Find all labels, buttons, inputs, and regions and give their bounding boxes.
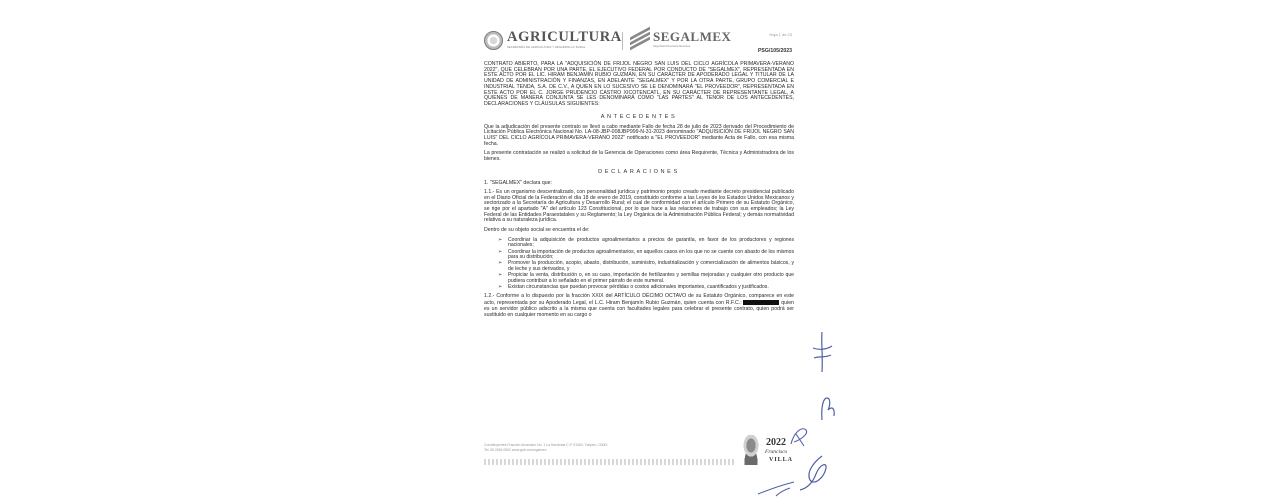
agricultura-subtitle: SECRETARÍA DE AGRICULTURA Y DESARROLLO RURAL bbox=[507, 46, 586, 49]
antecedentes-paragraph-2: La presente contratación se realizó a solicitud de la Gerencia de Operaciones como área Requirente, Técnica y Administradora de los bienes. bbox=[484, 150, 794, 163]
footer-address bbox=[484, 443, 664, 453]
segalmex-subtitle: Seguridad Alimentaria Mexicana bbox=[653, 45, 691, 48]
footer-contact-line: Tel: 55 2654 0800 www.gob.mx/segalmex bbox=[484, 448, 547, 452]
antecedentes-paragraph-1: Que la adjudicación del presente contrato se llevó a cabo mediante Fallo de fecha 28 de julio de 2023 derivado del Procedimiento de Licitación Pública Electrónica Nacional No. LA-08-JBP-008JBP999-N-31-2023 denominado "ADQUISICIÓN DE FRIJOL NEGRO SAN LUIS" DEL CICLO AGRÍCOLA PRIMAVERA-VERANO 2022" notificado a "EL PROVEEDOR" mediante Acta de Fallo, con esa misma fecha. bbox=[484, 123, 794, 147]
declaration-1-2-part-b: quien es un servidor público adscrito a la misma que cuenta con facultades legales para celebrar el presente contrato, quien podrá ser sustituido en cualquier momento en su cargo o bbox=[484, 300, 794, 318]
page-number: Hoja 1 de 23 bbox=[769, 32, 792, 37]
signature-initial-1 bbox=[810, 330, 834, 374]
signature-initial-3 bbox=[788, 424, 810, 448]
objeto-social-intro: Dentro de su objeto social se encuentra el de: bbox=[484, 227, 590, 234]
list-item: ➢ Promover la producción, acopio, abasto, distribución, suministro, industrialización y comercialización de alimentos básicos, y de leche y sus derivados, y bbox=[498, 261, 794, 272]
page-footer bbox=[484, 437, 796, 501]
declaration-1-1: 1.1.- Es un organismo descentralizado, con personalidad jurídica y patrimonio propio creado mediante decreto presidencial publicado en el Diario Oficial de la Federación el día 18 de enero de 2019, constituido conforme a las Leyes de los Estados Unidos Mexicanos y sectorizado a la Secretaría de Agricultura y Desarrollo Rural; el cual de conformidad con el artículo Primero de su Estatuto Orgánico, se rige por el apartado "A" del artículo 123 Constitucional, por lo que hace a las relaciones de trabajo con sus empleados; la Ley Federal de las Entidades Paraestatales y su Reglamento; la Ley Orgánica de la Administración Pública Federal; y demás normatividad relativa a su naturaleza jurídica. bbox=[484, 188, 794, 224]
list-item: ➢ Coordinar la adquisición de productos agroalimentarios a precios de garantía, en favor de los productores y regiones nacionales; bbox=[498, 238, 794, 249]
coat-of-arms-icon bbox=[484, 31, 503, 50]
signature-main bbox=[796, 452, 832, 492]
footer-pattern bbox=[484, 459, 736, 465]
agricultura-title: AGRICULTURA bbox=[507, 29, 622, 45]
document-code: PSG/105/2023 bbox=[757, 48, 792, 54]
list-item: ➢ Propiciar la venta, distribución o, en su caso, importación de fertilizantes y semillas mejoradas y cualquier otro producto que pudiera contribuir a lo señalado en el primer párrafo de este numeral. bbox=[498, 273, 794, 284]
antecedentes-heading: ANTECEDENTES bbox=[600, 113, 678, 120]
declaration-1-2 bbox=[484, 294, 794, 318]
redaction-bar bbox=[743, 300, 779, 305]
signature-stroke bbox=[756, 478, 798, 498]
segalmex-mark-icon bbox=[630, 30, 650, 48]
declaration-1-2-part-a: 1.2.- Conforme a lo dispuesto por la fracción XXIX del ARTÍCULO DÉCIMO OCTAVO de su Estatuto Orgánico, comparece en este acto, representada por su Apoderado Legal, el L.C. Hiram Benjamín Rubio Guzmán, quien cuenta con R.F.C.: bbox=[484, 293, 794, 307]
emblem-year: 2022 bbox=[766, 437, 786, 448]
segalmex-title: SEGALMEX bbox=[653, 29, 732, 44]
list-item: ➢ Coordinar la importación de productos agroalimentarios, en aquellos casos en los que no se cuente con abasto de los mismos para su distribución; bbox=[498, 250, 794, 261]
francisco-villa-emblem bbox=[736, 435, 796, 475]
segalmex-logo bbox=[630, 30, 731, 48]
header-divider bbox=[622, 32, 623, 50]
objeto-social-list bbox=[484, 238, 794, 291]
declaration-1-heading: 1. "SEGALMEX" declara que: bbox=[484, 179, 552, 186]
signature-initial-2 bbox=[818, 394, 838, 424]
list-item: ➢ Existan circunstancias que puedan provocar pérdidas o costos adicionales importantes, cuantificados y justificados. bbox=[498, 285, 794, 291]
footer-address-line: Constituyentes Fracción Amanalco No. 1 La Hacienda C.P. 01060, Tlalpan, CDMX. bbox=[484, 443, 609, 447]
emblem-surname: VILLA bbox=[769, 457, 794, 463]
declaraciones-heading: DECLARACIONES bbox=[598, 168, 680, 175]
contract-intro: CONTRATO ABIERTO, PARA LA "ADQUISICIÓN DE FRIJOL NEGRO SAN LUIS DEL CICLO AGRÍCOLA PRIMAVERA-VERANO 2022", QUE CELEBRAN POR UNA PARTE, EL EJECUTIVO FEDERAL POR CONDUCTO DE "SEGALMEX", REPRESENTADA EN ESTE ACTO POR EL LIC. HIRAM BENJAMÍN RUBIO GUZMÁN, EN SU CARÁCTER DE APODERADO LEGAL Y TITULAR DE LA UNIDAD DE ADMINISTRACIÓN Y FINANZAS, EN ADELANTE "SEGALMEX" Y POR LA OTRA PARTE, GRUPO COMERCIAL E INDUSTRIAL TENDA, S.A. DE C.V., A QUIEN EN LO SUCESIVO SE LE DENOMINARÁ "EL PROVEEDOR", REPRESENTADA EN ESTE ACTO POR EL C. JORGE PRUDENCIO CASTRO XICOTENCATL, EN SU CARÁCTER DE REPRESENTANTE LEGAL, A QUIENES DE MANERA CONJUNTA SE LES DENOMINARÁ COMO "LAS PARTES" AL TENOR DE LOS ANTECEDENTES, DECLARACIONES Y CLÁUSULAS SIGUIENTES: bbox=[484, 61, 794, 107]
emblem-name: Francisco bbox=[765, 449, 788, 455]
document-body bbox=[484, 62, 794, 322]
villa-portrait-icon bbox=[738, 435, 764, 465]
document-page bbox=[478, 26, 801, 504]
agricultura-logo bbox=[484, 30, 622, 50]
letterhead bbox=[484, 30, 796, 56]
